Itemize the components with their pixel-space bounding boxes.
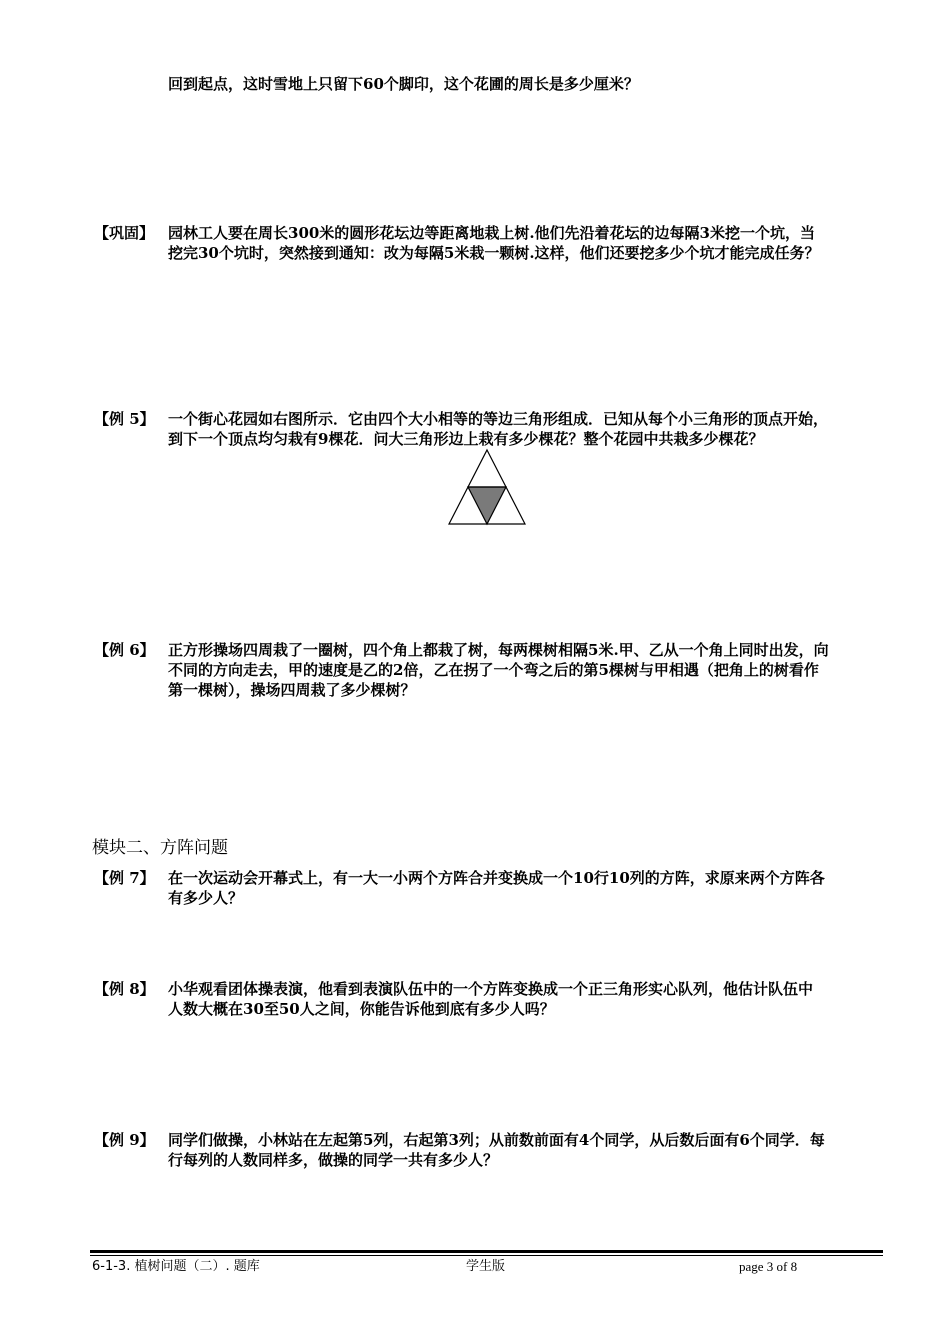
- problem-line: 园林工人要在周长300米的圆形花坛边等距离地栽上树.他们先沿着花坛的边每隔3米挖一个坑，当: [168, 224, 815, 242]
- problem-line: 在一次运动会开幕式上，有一大一小两个方阵合并变换成一个10行10列的方阵，求原来两个方阵各: [168, 869, 825, 887]
- triangle-figure-svg: [446, 448, 528, 526]
- problem-line: 第一棵树），操场四周栽了多少棵树？: [168, 681, 416, 699]
- problem-label-example-8: 【例 8】: [94, 980, 155, 998]
- problem-line: 行每列的人数同样多，做操的同学一共有多少人？: [168, 1151, 499, 1169]
- problem-line: 有多少人？: [168, 889, 244, 907]
- footer-left: 6-1-3. 植树问题（二）. 题库: [92, 1259, 260, 1274]
- problem-line: 人数大概在30至50人之间，你能告诉他到底有多少人吗？: [168, 1000, 555, 1018]
- problem-line: 正方形操场四周栽了一圈树，四个角上都栽了树，每两棵树相隔5米.甲、乙从一个角上同时出发，向: [168, 641, 829, 659]
- problem-label-example-6: 【例 6】: [94, 641, 155, 659]
- problem-line: 不同的方向走去，甲的速度是乙的2倍，乙在拐了一个弯之后的第5棵树与甲相遇（把角上的树看作: [168, 661, 819, 679]
- shaded-center-triangle: [468, 487, 506, 524]
- problem-line: 一个街心花园如右图所示．它由四个大小相等的等边三角形组成．已知从每个小三角形的顶点开始，: [168, 410, 829, 428]
- problem-line: 到下一个顶点均匀栽有9棵花．问大三角形边上栽有多少棵花？整个花园中共栽多少棵花？: [168, 430, 764, 448]
- problem-line: 同学们做操，小林站在左起第5列，右起第3列；从前数前面有4个同学，从后数后面有6个同学．每: [168, 1131, 825, 1149]
- footer-rule-thin: [90, 1255, 883, 1256]
- problem-label-example-7: 【例 7】: [94, 869, 155, 887]
- problem-line: 小华观看团体操表演，他看到表演队伍中的一个方阵变换成一个正三角形实心队列，他估计队伍中: [168, 980, 814, 998]
- problem-label-consolidate: 【巩固】: [94, 224, 155, 242]
- problem-label-example-9: 【例 9】: [94, 1131, 155, 1149]
- problem-body-example-5: [168, 409, 898, 449]
- problem-body-consolidate: [168, 223, 898, 263]
- triangle-figure: [446, 448, 528, 530]
- footer-page-number: page 3 of 8: [739, 1259, 798, 1274]
- problem-line: 挖完30个坑时，突然接到通知：改为每隔5米栽一颗树.这样，他们还要挖多少个坑才能完成任务？: [168, 244, 820, 262]
- continuation-text: 回到起点，这时雪地上只留下60个脚印，这个花圃的周长是多少厘米？: [168, 75, 639, 93]
- problem-label-example-5: 【例 5】: [94, 410, 155, 428]
- footer-rule-thick: [90, 1250, 883, 1253]
- footer-center: 学生版: [466, 1259, 506, 1274]
- problem-body-example-6: [168, 640, 898, 700]
- problem-body-example-7: [168, 868, 898, 908]
- section-heading: 模块二、方阵问题: [92, 838, 228, 858]
- problem-body-example-8: [168, 979, 898, 1019]
- problem-body-example-9: [168, 1130, 898, 1170]
